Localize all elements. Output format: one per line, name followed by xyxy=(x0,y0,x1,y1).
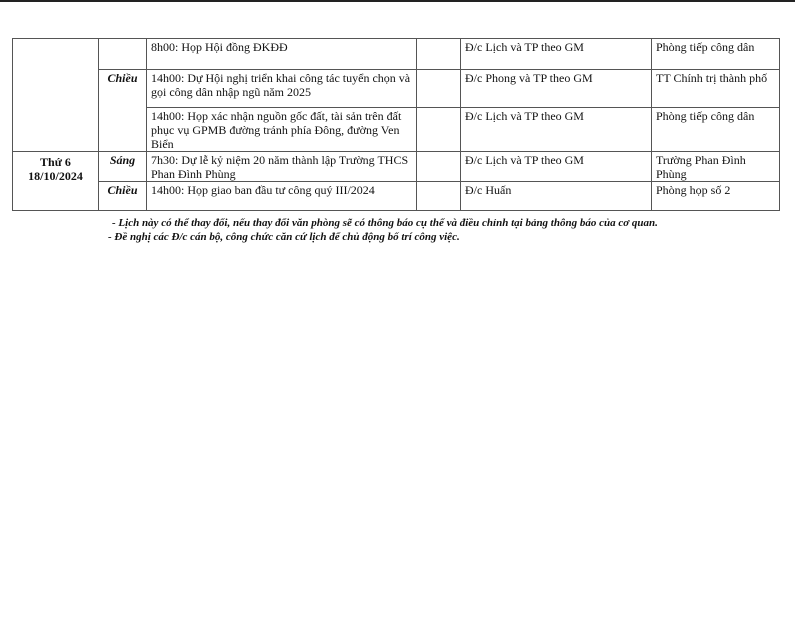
schedule-table xyxy=(12,38,780,211)
table-row xyxy=(13,70,780,108)
table-row xyxy=(13,152,780,182)
time-content-cell: 14h00: Dự Hội nghị triển khai công tác tuyển chọn và gọi công dân nhập ngũ năm 2025 xyxy=(147,70,417,108)
extra-cell xyxy=(417,182,461,211)
extra-cell xyxy=(417,108,461,152)
day-date: 18/10/2024 xyxy=(28,169,83,183)
location-cell: Phòng tiếp công dân xyxy=(652,108,780,152)
footnotes xyxy=(108,216,658,244)
day-cell xyxy=(13,152,99,211)
table-row xyxy=(13,39,780,70)
top-rule xyxy=(0,0,795,2)
table-row xyxy=(13,182,780,211)
location-cell: Trường Phan Đình Phùng xyxy=(652,152,780,182)
footnote-change-notice: - Lịch này có thể thay đổi, nếu thay đổi văn phòng sẽ có thông báo cụ thể và điều chỉnh tại bảng thông báo của cơ quan. xyxy=(112,217,658,229)
time-content-cell: 14h00: Họp xác nhận nguồn gốc đất, tài sản trên đất phục vụ GPMB đường tránh phía Đông, đường Ven Biển xyxy=(147,108,417,152)
session-cell-empty xyxy=(99,39,147,70)
session-cell: Chiều xyxy=(99,70,147,152)
time-content-cell: 7h30: Dự lễ kỷ niệm 20 năm thành lập Trường THCS Phan Đình Phùng xyxy=(147,152,417,182)
participants-cell: Đ/c Huấn xyxy=(461,182,652,211)
extra-cell xyxy=(417,39,461,70)
session-cell: Sáng xyxy=(99,152,147,182)
location-cell: Phòng họp số 2 xyxy=(652,182,780,211)
participants-cell: Đ/c Phong và TP theo GM xyxy=(461,70,652,108)
participants-cell: Đ/c Lịch và TP theo GM xyxy=(461,39,652,70)
extra-cell xyxy=(417,70,461,108)
session-cell: Chiều xyxy=(99,182,147,211)
participants-cell: Đ/c Lịch và TP theo GM xyxy=(461,108,652,152)
day-name: Thứ 6 xyxy=(40,155,71,169)
participants-cell: Đ/c Lịch và TP theo GM xyxy=(461,152,652,182)
extra-cell xyxy=(417,152,461,182)
footnote-proposal: - Đề nghị các Đ/c cán bộ, công chức căn cứ lịch để chủ động bố trí công việc. xyxy=(108,231,460,243)
location-cell: TT Chính trị thành phố xyxy=(652,70,780,108)
location-cell: Phòng tiếp công dân xyxy=(652,39,780,70)
day-cell-empty xyxy=(13,39,99,152)
time-content-cell: 14h00: Họp giao ban đầu tư công quý III/2024 xyxy=(147,182,417,211)
time-content-cell: 8h00: Họp Hội đồng ĐKĐĐ xyxy=(147,39,417,70)
